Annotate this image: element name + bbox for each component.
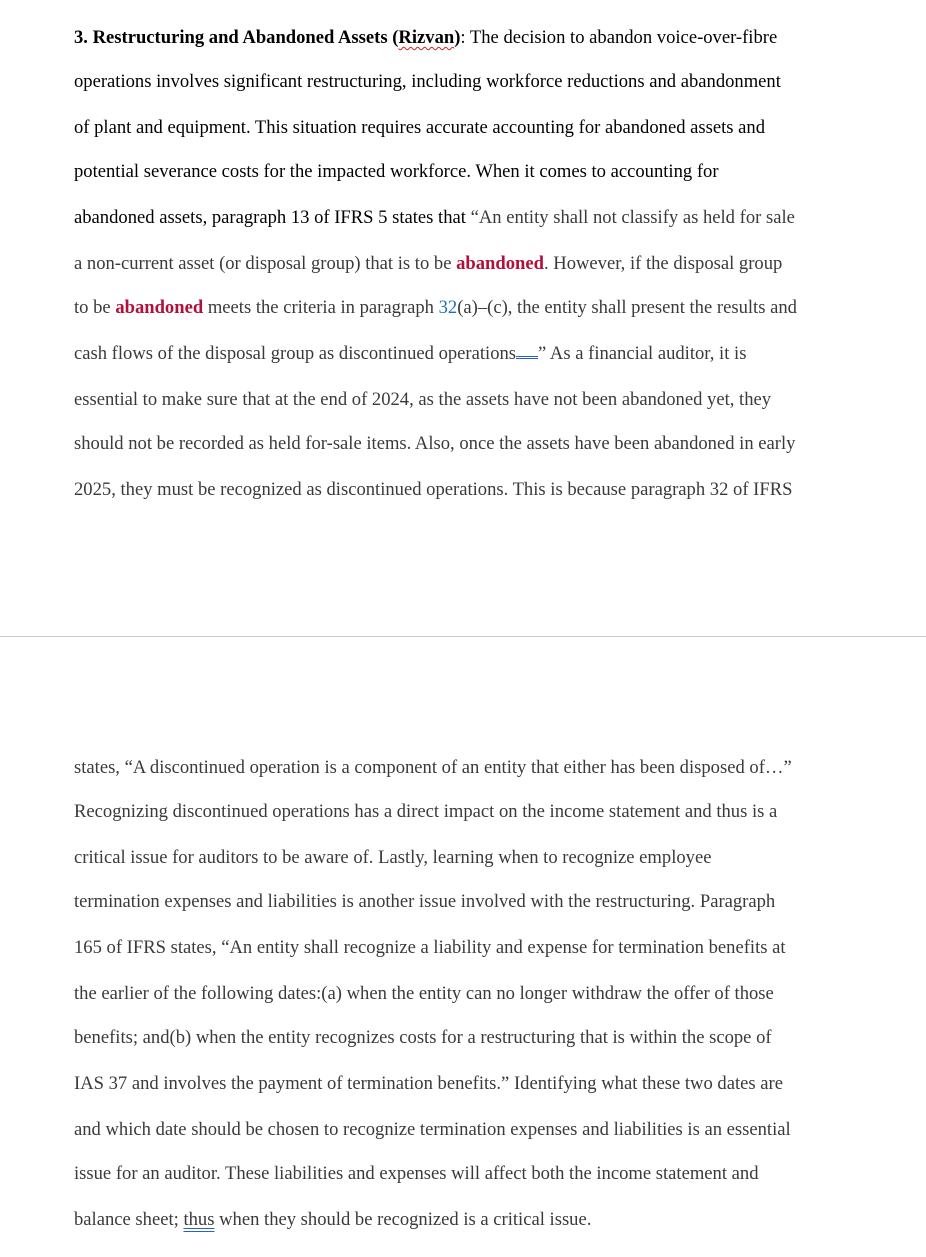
author-name-misspelled[interactable]: Rizvan (398, 27, 455, 48)
paragraph-line-19: IAS 37 and involves the payment of termination benefits.” Identifying what these two dates are (74, 1073, 783, 1094)
paragraph-line-11: 2025, they must be recognized as discontinued operations. This is because paragraph 32 of IFRS (74, 479, 793, 500)
paragraph-line-21: issue for an auditor. These liabilities and expenses will affect both the income statement and (74, 1163, 759, 1184)
paragraph-line-10: should not be recorded as held for-sale items. Also, once the assets have been abandoned in early (74, 433, 796, 454)
paragraph-line-3: of plant and equipment. This situation requires accurate accounting for abandoned assets and (74, 117, 766, 138)
document-page-bottom (0, 637, 926, 1257)
highlight-abandoned: abandoned (115, 297, 204, 318)
paragraph-line-12: states, “A discontinued operation is a component of an entity that either has been disposed of…” (74, 757, 792, 778)
paragraph-line-1: 3. Restructuring and Abandoned Assets (Rizvan): The decision to abandon voice-over-fibre (74, 27, 778, 48)
grammar-suggestion-thus[interactable]: thus (183, 1209, 215, 1230)
paragraph-line-14: critical issue for auditors to be aware of. Lastly, learning when to recognize employee (74, 847, 712, 868)
paragraph-line-22: balance sheet; thus when they should be recognized is a critical issue. (74, 1209, 592, 1230)
paragraph-line-18: benefits; and(b) when the entity recognizes costs for a restructuring that is within the scope of (74, 1027, 772, 1048)
paragraph-line-15: termination expenses and liabilities is another issue involved with the restructuring. Paragraph (74, 891, 776, 912)
highlight-abandoned: abandoned (456, 253, 544, 274)
section-heading: 3. Restructuring and Abandoned Assets (Rizvan) (74, 27, 461, 48)
paragraph-line-8: cash flows of the disposal group as discontinued operations ” As a financial auditor, it is (74, 343, 747, 364)
grammar-mark[interactable] (516, 352, 538, 359)
paragraph-32-link[interactable]: 32 (438, 297, 458, 318)
paragraph-line-17: the earlier of the following dates:(a) when the entity can no longer withdraw the offer of those (74, 983, 774, 1004)
paragraph-line-5: abandoned assets, paragraph 13 of IFRS 5 states that “An entity shall not classify as held for sale (74, 207, 795, 228)
paragraph-line-4: potential severance costs for the impacted workforce. When it comes to accounting for (74, 161, 719, 182)
paragraph-line-7: to be abandoned meets the criteria in paragraph 32(a)–(c), the entity shall present the results and (74, 297, 797, 318)
paragraph-line-16: 165 of IFRS states, “An entity shall recognize a liability and expense for termination benefits at (74, 937, 786, 958)
paragraph-line-20: and which date should be chosen to recognize termination expenses and liabilities is an essential (74, 1119, 791, 1140)
paragraph-line-6: a non-current asset (or disposal group) that is to be abandoned. However, if the disposal group (74, 253, 783, 274)
paragraph-line-13: Recognizing discontinued operations has a direct impact on the income statement and thus is a (74, 801, 778, 822)
paragraph-line-9: essential to make sure that at the end of 2024, as the assets have not been abandoned yet, they (74, 389, 772, 410)
quote-text: “An entity shall not classify as held for sale (470, 207, 795, 228)
paragraph-line-2: operations involves significant restructuring, including workforce reductions and abandonment (74, 71, 781, 92)
